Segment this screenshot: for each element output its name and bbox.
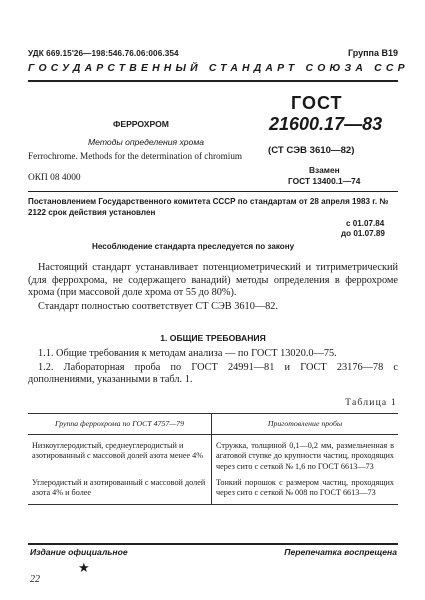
header-preparation: Приготовление пробы xyxy=(212,414,399,435)
gost-label: ГОСТ xyxy=(291,93,343,113)
title-rule xyxy=(28,191,398,192)
star-icon: ★ xyxy=(78,560,90,575)
replaces-standard: ГОСТ 13400.1—74 xyxy=(288,176,361,186)
validity-from: с 01.07.84 xyxy=(346,219,385,228)
clause-1-1: 1.1. Общие требования к методам анализа — по ГОСТ 13020.0—75. xyxy=(38,348,337,359)
section-1-text xyxy=(28,348,398,387)
table-cell: Стружка, толщиной 0,1—0,2 мм, размельченная в агатовой ступке до крупности частиц, проходящих через сито с сеткой № 1,6 по ГОСТ 6613—73 xyxy=(216,441,394,471)
table-cell: Низкоуглеродистый, среднеуглеродистый и азотированный с массовой долей азота менее 4% xyxy=(28,435,212,475)
header-group: Группа феррохрома по ГОСТ 4757—79 xyxy=(28,414,212,435)
table-caption: Таблица 1 xyxy=(345,397,397,408)
gost-number: 21600.17—83 xyxy=(269,114,383,134)
standard-banner: ГОСУДАРСТВЕННЫЙ СТАНДАРТ СОЮЗА ССР xyxy=(28,63,409,74)
clause-1-2: 1.2. Лабораторная проба по ГОСТ 24991—81 и ГОСТ 23176—78 с дополнениями, указанными в табл. 1. xyxy=(28,361,398,386)
udc-code: УДК 669.15'26—198:546.76.06:006.354 xyxy=(28,49,179,58)
document-subtitle: Методы определения хрома xyxy=(88,137,204,147)
replaces-label: Взамен xyxy=(309,165,340,175)
table-cell: Углеродистый и азотированный с массовой долей азота 4% и более xyxy=(28,475,212,505)
table-cell: Тонкий порошок с размером частиц, проходящих через сито с сеткой № 008 по ГОСТ 6613—73 xyxy=(212,475,399,505)
english-title: Ferrochrome. Methods for the determination of chromium xyxy=(28,151,243,161)
validity-to: до 01.07.89 xyxy=(341,229,385,238)
okp-code: ОКП 08 4000 xyxy=(28,173,81,183)
footer-rule xyxy=(28,543,398,545)
page-number: 22 xyxy=(30,574,40,585)
legal-warning: Несоблюдение стандарта преследуется по закону xyxy=(92,242,295,251)
table-header-row xyxy=(28,414,398,435)
reprint-prohibited: Перепечатка воспрещена xyxy=(284,547,397,557)
sev-note: Стандарт полностью соответствует СТ СЭВ 3610—82. xyxy=(38,300,279,312)
body-text xyxy=(28,262,398,313)
classification-group: Группа В19 xyxy=(347,48,398,58)
decree-text: Постановлением Государственного комитета СССР по стандартам от 28 апреля 1983 г. № 2122 срок действия установлен xyxy=(28,197,389,217)
table-row xyxy=(28,435,398,475)
sev-reference: (СТ СЭВ 3610—82) xyxy=(268,145,355,156)
section-title: 1. ОБЩИЕ ТРЕБОВАНИЯ xyxy=(160,333,266,343)
header-rule xyxy=(28,80,398,82)
table-row xyxy=(28,475,398,505)
official-edition: Издание официальное xyxy=(30,547,128,557)
sample-preparation-table xyxy=(28,413,398,505)
document-title: ФЕРРОХРОМ xyxy=(113,119,169,129)
intro-paragraph: Настоящий стандарт устанавливает потенциометрический и титриметрический (для феррохрома, не содержащего ванадий) методы определения в феррохроме хрома (при массовой доле хрома от 55 до 80%). xyxy=(28,262,398,299)
